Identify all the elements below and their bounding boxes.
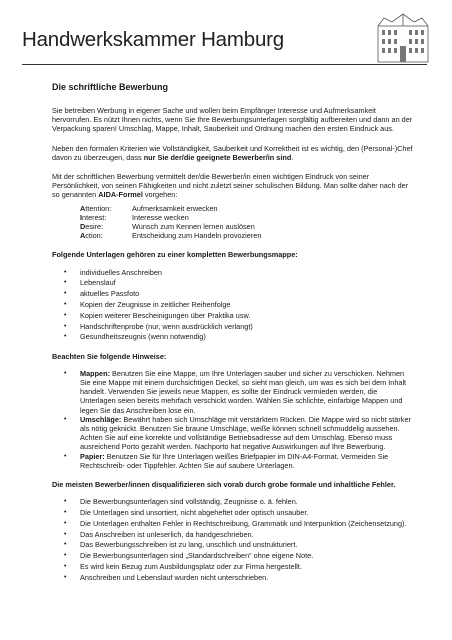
bullet-icon: • bbox=[64, 541, 67, 549]
aida-key-rest: ttention: bbox=[85, 203, 112, 213]
organization-title: Handwerkskammer Hamburg bbox=[22, 28, 284, 51]
list-item: • Die Bewerbungsunterlagen sind vollständig, Zeugnisse o. ä. fehlen. bbox=[64, 497, 298, 507]
aida-row bbox=[52, 213, 414, 222]
list-item: • Handschriftenprobe (nur, wenn ausdrücklich verlangt) bbox=[64, 321, 253, 331]
bullet-icon: • bbox=[64, 498, 67, 506]
aida-formula-label: AIDA-Formel bbox=[98, 190, 143, 200]
aida-value: Entscheidung zum Handeln provozieren bbox=[132, 231, 262, 241]
aida-initial: A bbox=[80, 203, 86, 213]
bullet-icon: • bbox=[64, 268, 67, 276]
list-item: • Das Bewerbungsschreiben ist zu lang, unschlich und unstrukturiert. bbox=[64, 540, 298, 550]
list-item: • individuelles Anschreiben bbox=[64, 267, 162, 277]
aida-initial: D bbox=[80, 222, 86, 232]
list-item: • Das Anschreiben ist unleserlich, da handgeschrieben. bbox=[64, 529, 254, 539]
building-logo-icon bbox=[374, 12, 432, 64]
list-item: • Umschläge: Bewährt haben sich Umschläge mit verstärktem Rücken. Die Mappe wird so nicht stärker als nötig geknickt. Benutzen Sie braune Umschläge, weiße können schnell schmuddelig aussehen. Achten Sie auf eine korrekte und vollständige Betriebsadresse auf dem Umschlag. Ebenso muss ausreichend Porto gezahlt werden. Nachporto hat negative Auswirkungen auf Ihre Bewerbung. bbox=[64, 414, 411, 452]
aida-value: Wunsch zum Kennen lernen auslösen bbox=[132, 222, 255, 232]
bullet-icon: • bbox=[64, 563, 67, 571]
aida-intro-text: Mit der schriftlichen Bewerbung vermittelt der/die Bewerber/in einen wichtigen Eindruck von seiner Persönlichkeit, von seinen Fähigkeiten und nicht zuletzt seiner schulischen Bildung. Man sollte daher nach der so genannten bbox=[52, 172, 409, 200]
aida-key-rest: esire: bbox=[85, 222, 104, 232]
document-body bbox=[52, 82, 414, 592]
list-item: • Kopien der Zeugnisse in zeitlicher Reihenfolge bbox=[64, 300, 231, 310]
aida-value: Interesse wecken bbox=[132, 212, 189, 222]
bullet-icon: • bbox=[64, 279, 67, 287]
bullet-icon: • bbox=[64, 530, 67, 538]
aida-key-rest: nterest: bbox=[82, 212, 107, 222]
list-item: • Die Unterlagen sind unsortiert, nicht abgeheftet oder optisch unsauber. bbox=[64, 508, 309, 518]
hints-list bbox=[52, 369, 414, 470]
bullet-icon: • bbox=[64, 322, 67, 330]
documents-list bbox=[52, 268, 414, 342]
criteria-emphasis: nur Sie der/die geeignete Bewerber/in sind bbox=[143, 152, 292, 162]
section-title: Die schriftliche Bewerbung bbox=[52, 82, 169, 92]
bullet-icon: • bbox=[64, 301, 67, 309]
list-item: • Mappen: Benutzen Sie eine Mappe, um Ihre Unterlagen sauber und sicher zu verschicken. Nehmen Sie eine Mappe mit einem durchsichtigen Deckel, so sieht man gleich, um was es sich bei dem Inhalt handelt. Verwenden Sie jeweils neue Mappen, es sollte der Eindruck vermieden werden, die Unterlagen seien bereits mehrfach verschickt worden. Wählen Sie schlichte, einfarbige Mappen und legen Sie das Anschreiben lose ein. bbox=[64, 368, 407, 415]
bullet-icon: • bbox=[64, 552, 67, 560]
bullet-icon: • bbox=[64, 290, 67, 298]
list-item: • aktuelles Passfoto bbox=[64, 289, 140, 299]
list-item: • Es wird kein Bezug zum Ausbildungsplatz oder zur Firma hergestellt. bbox=[64, 562, 302, 572]
list-item: • Gesundheitszeugnis (wenn notwendig) bbox=[64, 332, 206, 342]
bullet-icon: • bbox=[64, 509, 67, 517]
intro-paragraph: Sie betreiben Werbung in eigener Sache und wollen beim Empfänger Interesse und Aufmerksamkeit hervorrufen. Es nützt Ihnen nichts, wenn Sie Ihre Bewerbungsunterlagen sorgfältig aufbereiten und dann an der Verpackung sparen! Umschlag, Mappe, Inhalt, Sauberkeit und Ordnung machen den ersten Eindruck aus. bbox=[52, 106, 413, 134]
criteria-paragraph bbox=[52, 144, 414, 162]
list-item: • Die Unterlagen enthalten Fehler in Rechtschreibung, Grammatik und Interpunktion (Zeichensetzung). bbox=[64, 518, 407, 528]
list-item: • Papier: Benutzen Sie für Ihre Unterlagen weißes Briefpapier im DIN-A4-Format. Vermeiden Sie Rechtschreib- oder Tippfehler. Achten Sie auf saubere Unterlagen. bbox=[64, 451, 389, 470]
bullet-icon: • bbox=[64, 311, 67, 319]
aida-row bbox=[52, 204, 414, 213]
aida-list bbox=[52, 204, 414, 241]
aida-row bbox=[52, 231, 414, 240]
bullet-icon: • bbox=[64, 519, 67, 527]
aida-intro-end: vorgehen: bbox=[142, 190, 178, 200]
aida-row bbox=[52, 222, 414, 231]
bullet-icon: • bbox=[64, 415, 67, 423]
list-item: • Lebenslauf bbox=[64, 278, 116, 288]
bullet-icon: • bbox=[64, 333, 67, 341]
list-item: • Die Bewerbungsunterlagen sind „Standardschreiben“ ohne eigene Note. bbox=[64, 551, 314, 561]
list-item: • Kopien weiterer Bescheinigungen über Praktika usw. bbox=[64, 310, 251, 320]
criteria-text: Neben den formalen Kriterien wie Vollständigkeit, Sauberkeit und Korrektheit ist es wichtig, den (Personal-)Chef davon zu überzeugen, dass bbox=[52, 143, 413, 162]
aida-initial: I bbox=[80, 212, 83, 222]
bullet-icon: • bbox=[64, 573, 67, 581]
bullet-icon: • bbox=[64, 452, 67, 460]
aida-value: Aufmerksamkeit erwecken bbox=[132, 203, 218, 213]
errors-list bbox=[52, 497, 414, 582]
bullet-icon: • bbox=[64, 369, 67, 377]
errors-heading: Die meisten Bewerber/innen disqualifizieren sich vorab durch grobe formale und inhaltliche Fehler. bbox=[52, 480, 396, 490]
aida-intro-paragraph bbox=[52, 172, 414, 200]
criteria-end: . bbox=[291, 152, 294, 162]
hints-heading: Beachten Sie folgende Hinweise: bbox=[52, 351, 167, 361]
header-divider bbox=[22, 64, 427, 65]
documents-heading: Folgende Unterlagen gehören zu einer kompletten Bewerbungsmappe: bbox=[52, 250, 298, 260]
aida-key-rest: ction: bbox=[85, 231, 103, 241]
list-item: • Anschreiben und Lebenslauf wurden nicht unterschrieben. bbox=[64, 572, 269, 582]
aida-initial: A bbox=[80, 231, 86, 241]
